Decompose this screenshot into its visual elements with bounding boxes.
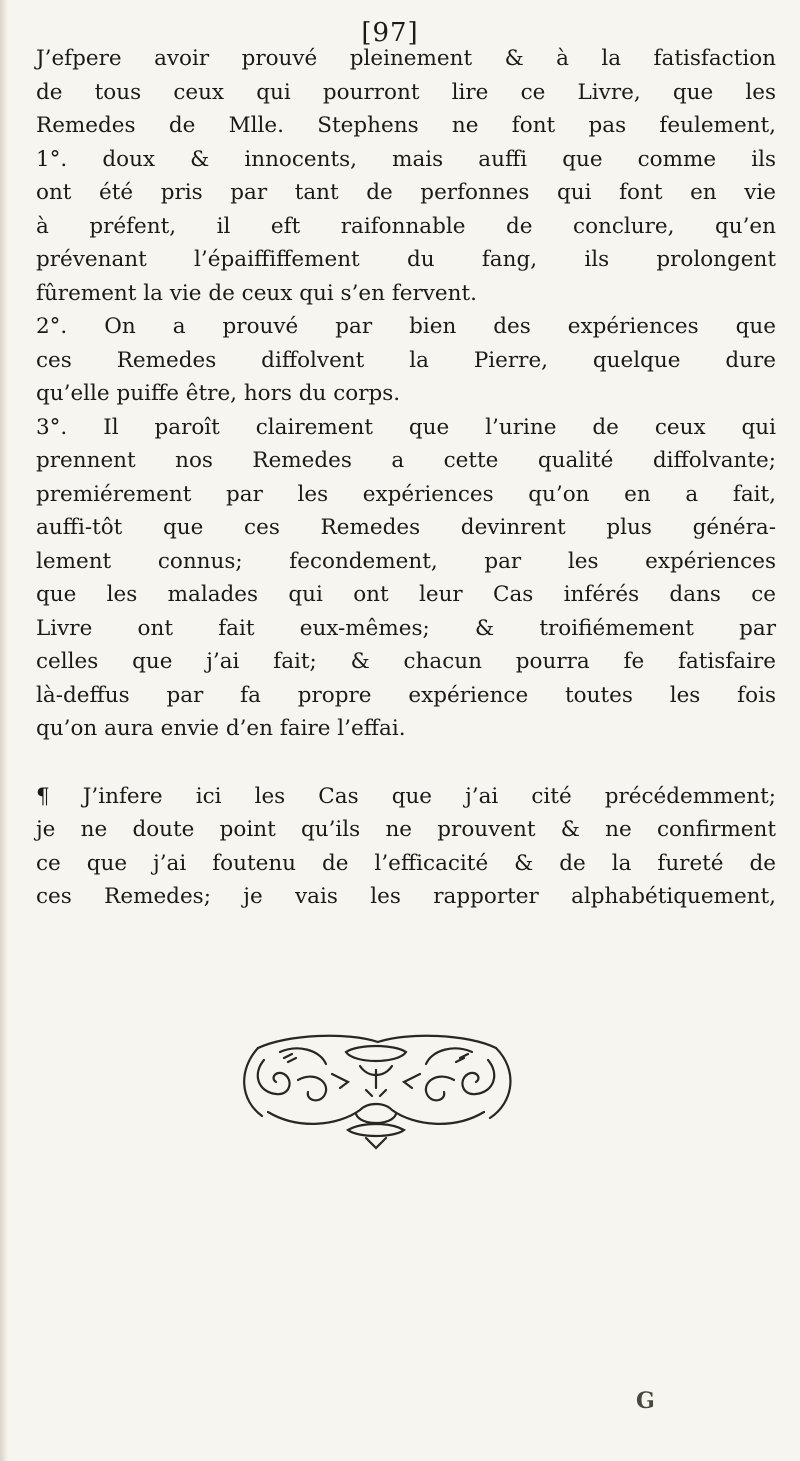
text-line: auffi-tôt que ces Remedes devinrent plus généra- <box>36 515 776 540</box>
body-text <box>36 42 776 914</box>
text-line: ce que j’ai foutenu de l’efficacité & de la fureté de <box>36 850 776 876</box>
text-line: premiérement par les expériences qu’on en a fait, <box>36 481 776 507</box>
page-number: [97] <box>361 18 419 48</box>
text-line: 1°. doux & innocents, mais auffi que comme ils <box>36 146 776 172</box>
text-line: 3°. Il paroît clairement que l’urine de ceux qui <box>36 414 776 440</box>
text-line: là-deffus par fa propre expérience toutes les fois <box>36 682 776 708</box>
text-line: lement connus; fecondement, par les expériences <box>36 548 776 574</box>
text-line: ont été pris par tant de perfonnes qui font en vie <box>36 180 776 205</box>
text-line: que les malades qui ont leur Cas inférés dans ce <box>36 582 776 607</box>
text-line: qu’elle puiffe être, hors du corps. <box>36 381 401 406</box>
signature-mark: G <box>636 1388 655 1414</box>
text-line: 2°. On a prouvé par bien des expériences que <box>36 314 776 339</box>
text-line: de tous ceux qui pourront lire ce Livre, que les <box>36 79 776 105</box>
text-line: à préfent, il eft raifonnable de conclure, qu’en <box>36 213 776 239</box>
text-line: celles que j’ai fait; & chacun pourra fe fatisfaire <box>36 649 776 674</box>
text-line: prennent nos Remedes a cette qualité diffolvante; <box>36 448 776 473</box>
text-line: Remedes de Mlle. Stephens ne font pas feulement, <box>36 113 776 138</box>
paragraph-gap <box>36 746 776 780</box>
decorative-vignette <box>228 1030 524 1154</box>
text-line: fûrement la vie de ceux qui s’en fervent. <box>36 280 477 306</box>
text-line: je ne doute point qu’ils ne prouvent & ne confirment <box>36 817 776 842</box>
binding-shadow <box>0 0 8 1461</box>
text-line: ¶ J’infere ici les Cas que j’ai cité précédemment; <box>36 783 776 809</box>
text-line: prévenant l’épaiffiffement du fang, ils prolongent <box>36 247 776 272</box>
text-line: Livre ont fait eux-mêmes; & troifiémement par <box>36 615 776 641</box>
text-line: qu’on aura envie d’en faire l’effai. <box>36 716 406 741</box>
text-line: J’efpere avoir prouvé pleinement & à la fatisfaction <box>36 46 776 71</box>
text-line: ces Remedes diffolvent la Pierre, quelque dure <box>36 347 776 373</box>
text-line: ces Remedes; je vais les rapporter alphabétiquement, <box>36 884 776 909</box>
